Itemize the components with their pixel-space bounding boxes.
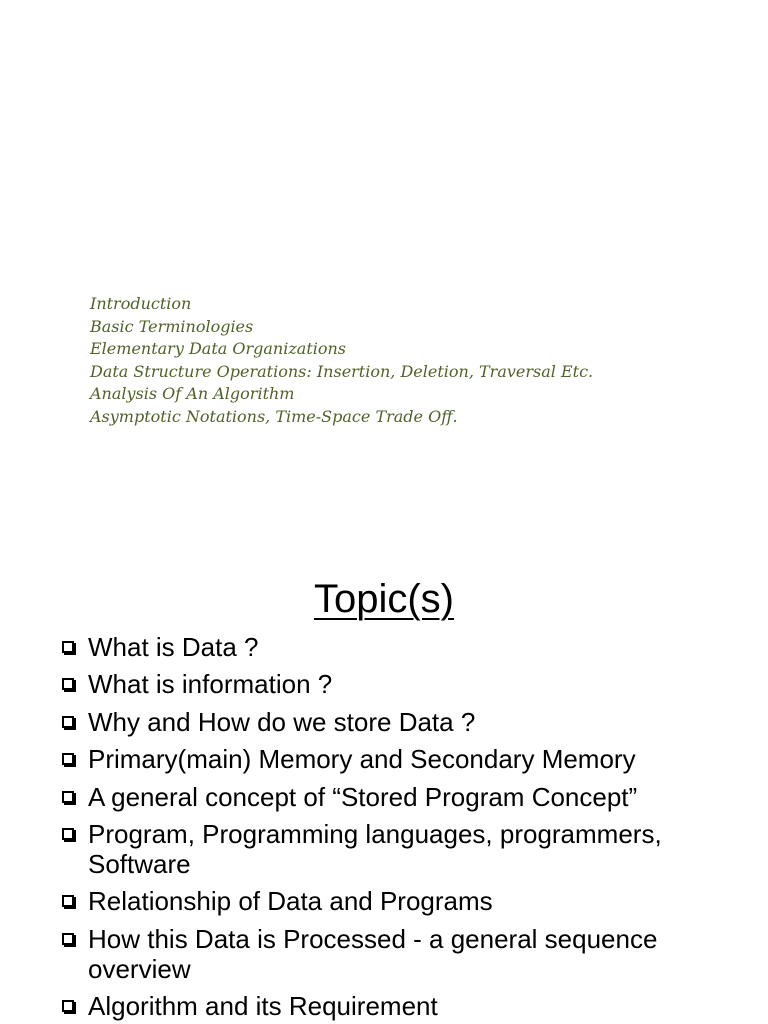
intro-item: Elementary Data Organizations xyxy=(90,339,347,359)
intro-item: Asymptotic Notations, Time-Space Trade Off. xyxy=(90,406,458,426)
hollow-square-bullet-icon xyxy=(62,641,74,653)
topic-item xyxy=(62,782,752,812)
hollow-square-bullet-icon xyxy=(62,716,74,728)
topic-item xyxy=(62,632,752,662)
topic-item xyxy=(62,886,752,916)
topic-item-label: What is information ? xyxy=(88,669,333,700)
intro-item: Analysis Of An Algorithm xyxy=(90,384,295,404)
topic-item xyxy=(62,707,752,737)
topic-item xyxy=(62,991,752,1021)
topic-item xyxy=(62,924,752,984)
topic-item-label: Primary(main) Memory and Secondary Memory xyxy=(88,744,636,775)
topic-list xyxy=(62,632,752,1024)
intro-item: Data Structure Operations: Insertion, Deletion, Traversal Etc. xyxy=(90,361,594,381)
hollow-square-bullet-icon xyxy=(62,895,74,907)
topics-title: Topic(s) xyxy=(313,577,455,621)
topic-item-label: Program, Programming languages, programmers, Software xyxy=(88,818,662,879)
topic-item-label: Relationship of Data and Programs xyxy=(88,886,493,917)
intro-list xyxy=(90,293,593,429)
topic-item-label: Algorithm and its Requirement xyxy=(88,991,438,1022)
topic-item xyxy=(62,819,752,879)
hollow-square-bullet-icon xyxy=(62,828,74,840)
hollow-square-bullet-icon xyxy=(62,678,74,690)
topic-item-label: How this Data is Processed - a general sequence overview xyxy=(88,923,658,984)
hollow-square-bullet-icon xyxy=(62,753,74,765)
intro-item: Introduction xyxy=(90,294,192,313)
topic-item xyxy=(62,669,752,699)
intro-item: Basic Terminologies xyxy=(90,316,254,336)
topic-item-label: A general concept of “Stored Program Concept” xyxy=(88,781,638,812)
hollow-square-bullet-icon xyxy=(62,1000,74,1012)
hollow-square-bullet-icon xyxy=(62,933,74,945)
topic-item xyxy=(62,744,752,774)
topic-item-label: What is Data ? xyxy=(88,632,259,662)
hollow-square-bullet-icon xyxy=(62,791,74,803)
topic-item-label: Why and How do we store Data ? xyxy=(88,706,476,737)
